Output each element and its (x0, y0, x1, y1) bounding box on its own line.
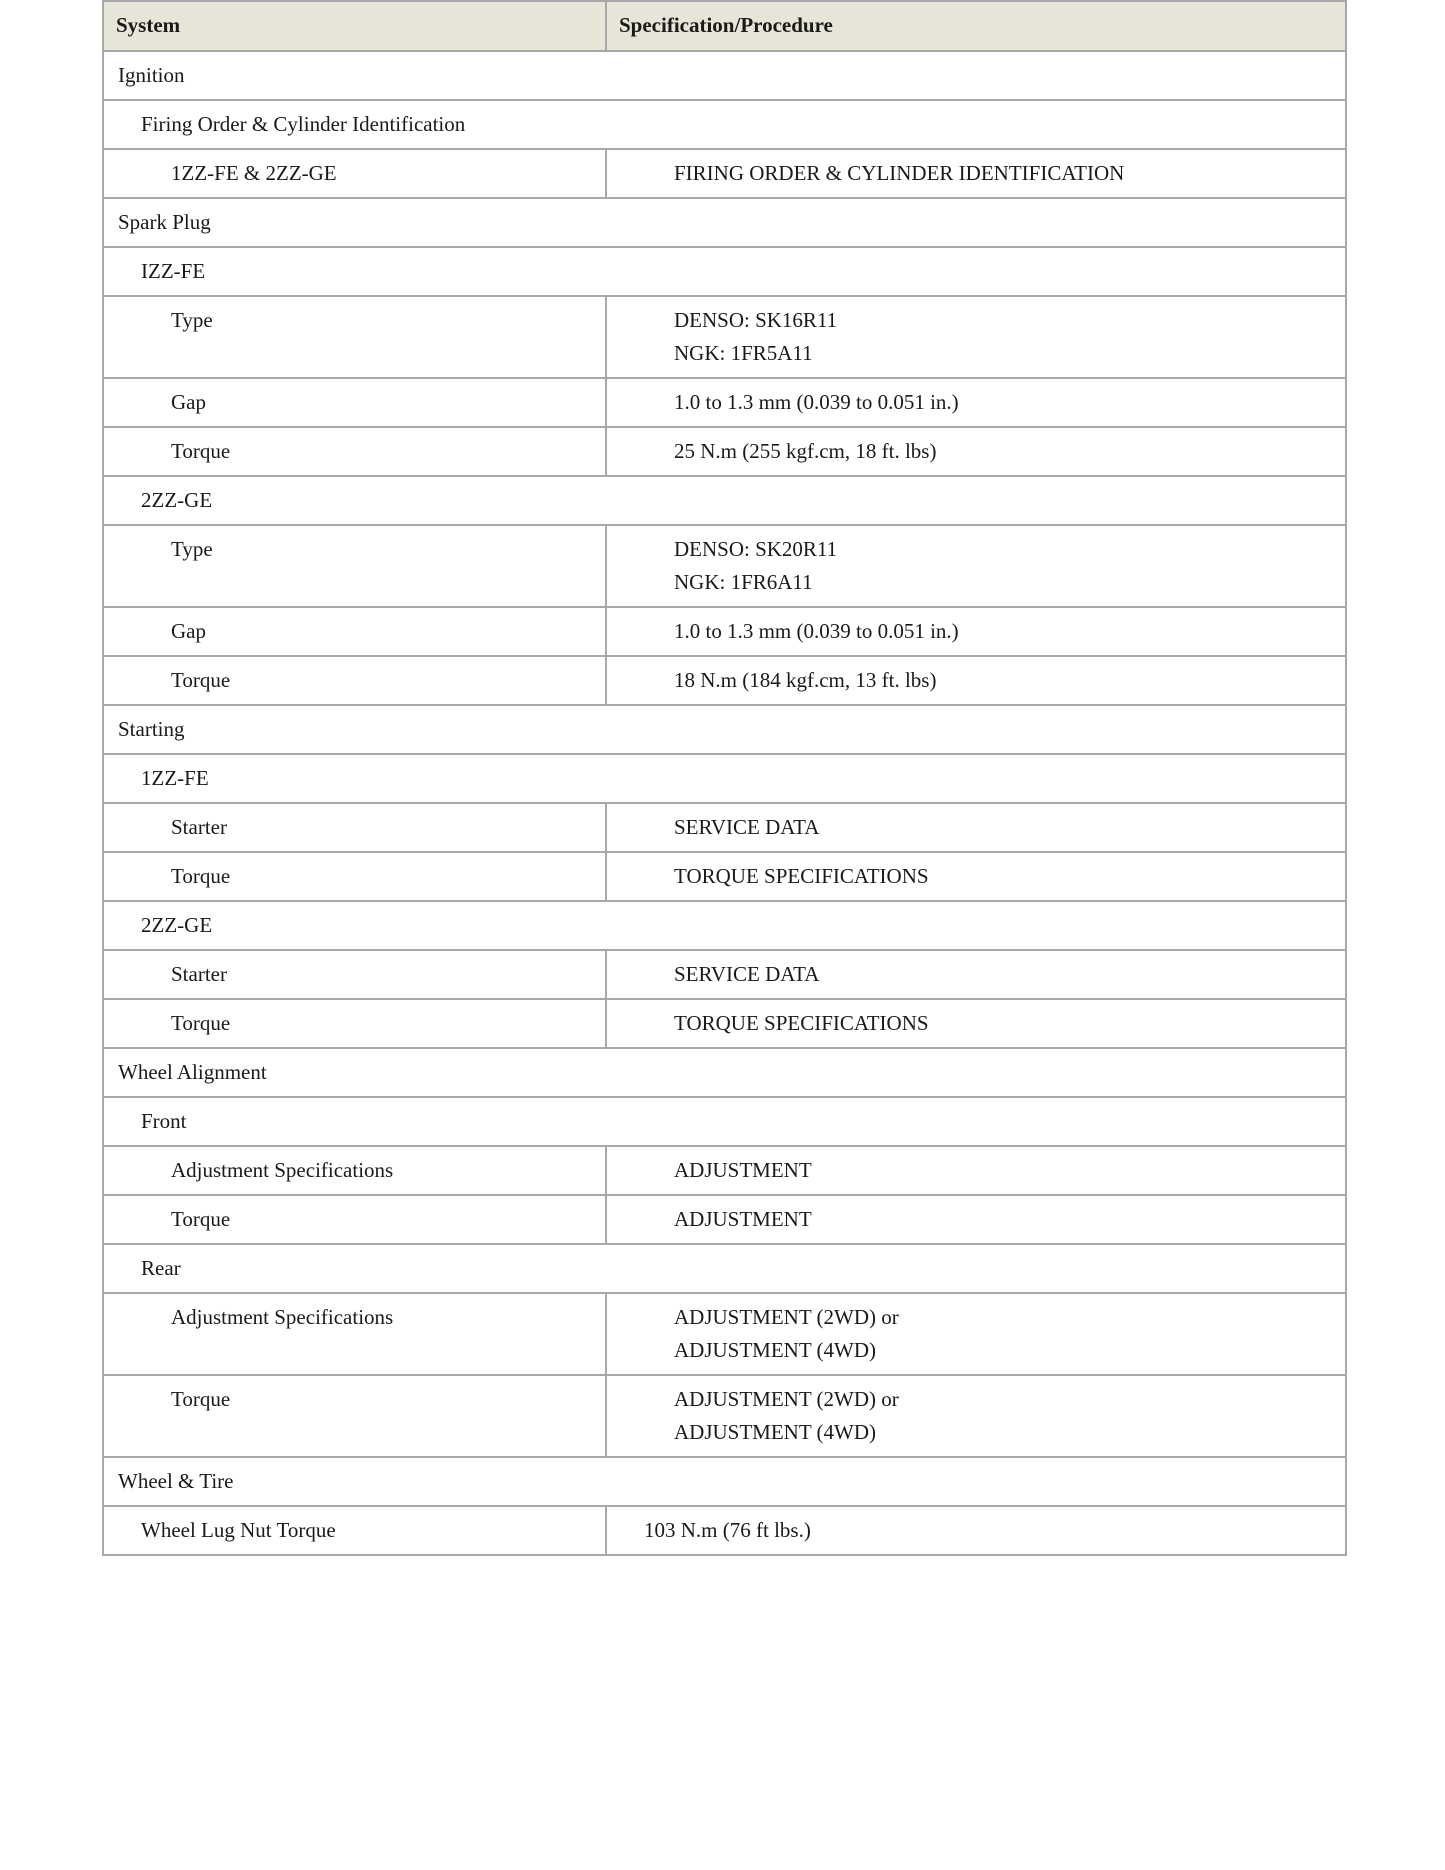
spec-value: 25 N.m (255 kgf.cm, 18 ft. lbs) (674, 439, 937, 463)
table-row (103, 803, 1346, 852)
header-row (103, 1, 1346, 51)
spec-cell (606, 1506, 1346, 1555)
spec-cell (606, 803, 1346, 852)
section-row (103, 198, 1346, 247)
spec-value: FIRING ORDER & CYLINDER IDENTIFICATION (674, 161, 1125, 185)
spec-value: ADJUSTMENT (674, 1207, 812, 1231)
spec-cell (606, 656, 1346, 705)
table-row (103, 525, 1346, 607)
system-cell: Torque (103, 1375, 606, 1457)
section-label: Ignition (103, 51, 1346, 100)
section-label: Front (103, 1097, 1346, 1146)
spec-value: SERVICE DATA (674, 815, 820, 839)
spec-cell (606, 950, 1346, 999)
table-row (103, 999, 1346, 1048)
spec-cell (606, 427, 1346, 476)
table-row (103, 1506, 1346, 1555)
spec-cell (606, 1375, 1346, 1457)
spec-cell (606, 1146, 1346, 1195)
system-cell: Torque (103, 427, 606, 476)
table-row (103, 1293, 1346, 1375)
system-cell: Adjustment Specifications (103, 1146, 606, 1195)
section-row (103, 901, 1346, 950)
table-row (103, 950, 1346, 999)
spec-cell (606, 1293, 1346, 1375)
section-label: Wheel & Tire (103, 1457, 1346, 1506)
system-cell: Torque (103, 852, 606, 901)
table-row (103, 1195, 1346, 1244)
section-label: Wheel Alignment (103, 1048, 1346, 1097)
system-cell: 1ZZ-FE & 2ZZ-GE (103, 149, 606, 198)
spec-cell (606, 607, 1346, 656)
system-cell: Torque (103, 656, 606, 705)
section-row (103, 476, 1346, 525)
section-label: Firing Order & Cylinder Identification (103, 100, 1346, 149)
spec-value: ADJUSTMENT (4WD) (674, 1338, 877, 1362)
table-header (103, 1, 1346, 51)
section-row (103, 1097, 1346, 1146)
spec-cell (606, 296, 1346, 378)
spec-value: ADJUSTMENT (674, 1158, 812, 1182)
section-row (103, 754, 1346, 803)
spec-value: ADJUSTMENT (4WD) (674, 1420, 877, 1444)
system-cell: Starter (103, 950, 606, 999)
section-label: IZZ-FE (103, 247, 1346, 296)
section-label: Starting (103, 705, 1346, 754)
spec-cell (606, 999, 1346, 1048)
spec-value: SERVICE DATA (674, 962, 820, 986)
section-label: Rear (103, 1244, 1346, 1293)
spec-value: ADJUSTMENT (2WD) or (674, 1305, 899, 1329)
spec-value: 1.0 to 1.3 mm (0.039 to 0.051 in.) (674, 390, 959, 414)
section-label: 2ZZ-GE (103, 901, 1346, 950)
spec-cell (606, 378, 1346, 427)
spec-cell (606, 149, 1346, 198)
section-label: Spark Plug (103, 198, 1346, 247)
spec-value: 103 N.m (76 ft lbs.) (644, 1518, 811, 1542)
section-row (103, 247, 1346, 296)
spec-table (102, 0, 1347, 1556)
section-row (103, 1244, 1346, 1293)
system-cell: Type (103, 296, 606, 378)
table-body (103, 51, 1346, 1555)
column-header-spec: Specification/Procedure (606, 1, 1346, 51)
column-header-system: System (103, 1, 606, 51)
system-cell: Type (103, 525, 606, 607)
system-cell: Gap (103, 378, 606, 427)
table-row (103, 1146, 1346, 1195)
table-row (103, 656, 1346, 705)
system-cell: Torque (103, 999, 606, 1048)
spec-value: 18 N.m (184 kgf.cm, 13 ft. lbs) (674, 668, 937, 692)
section-label: 2ZZ-GE (103, 476, 1346, 525)
spec-value: TORQUE SPECIFICATIONS (674, 1011, 929, 1035)
spec-cell (606, 525, 1346, 607)
section-label: 1ZZ-FE (103, 754, 1346, 803)
section-row (103, 1048, 1346, 1097)
section-row (103, 705, 1346, 754)
table-row (103, 296, 1346, 378)
system-cell: Adjustment Specifications (103, 1293, 606, 1375)
spec-value: 1.0 to 1.3 mm (0.039 to 0.051 in.) (674, 619, 959, 643)
spec-cell (606, 1195, 1346, 1244)
spec-value: NGK: 1FR6A11 (674, 570, 813, 594)
section-row (103, 51, 1346, 100)
spec-value: DENSO: SK20R11 (674, 537, 838, 561)
spec-value: DENSO: SK16R11 (674, 308, 838, 332)
spec-value: TORQUE SPECIFICATIONS (674, 864, 929, 888)
section-row (103, 100, 1346, 149)
system-cell: Gap (103, 607, 606, 656)
spec-value: ADJUSTMENT (2WD) or (674, 1387, 899, 1411)
spec-cell (606, 852, 1346, 901)
table-row (103, 852, 1346, 901)
system-cell: Torque (103, 1195, 606, 1244)
table-row (103, 427, 1346, 476)
system-cell: Starter (103, 803, 606, 852)
table-row (103, 378, 1346, 427)
table-row (103, 607, 1346, 656)
section-row (103, 1457, 1346, 1506)
table-row (103, 149, 1346, 198)
spec-value: NGK: 1FR5A11 (674, 341, 813, 365)
table-row (103, 1375, 1346, 1457)
system-cell: Wheel Lug Nut Torque (103, 1506, 606, 1555)
